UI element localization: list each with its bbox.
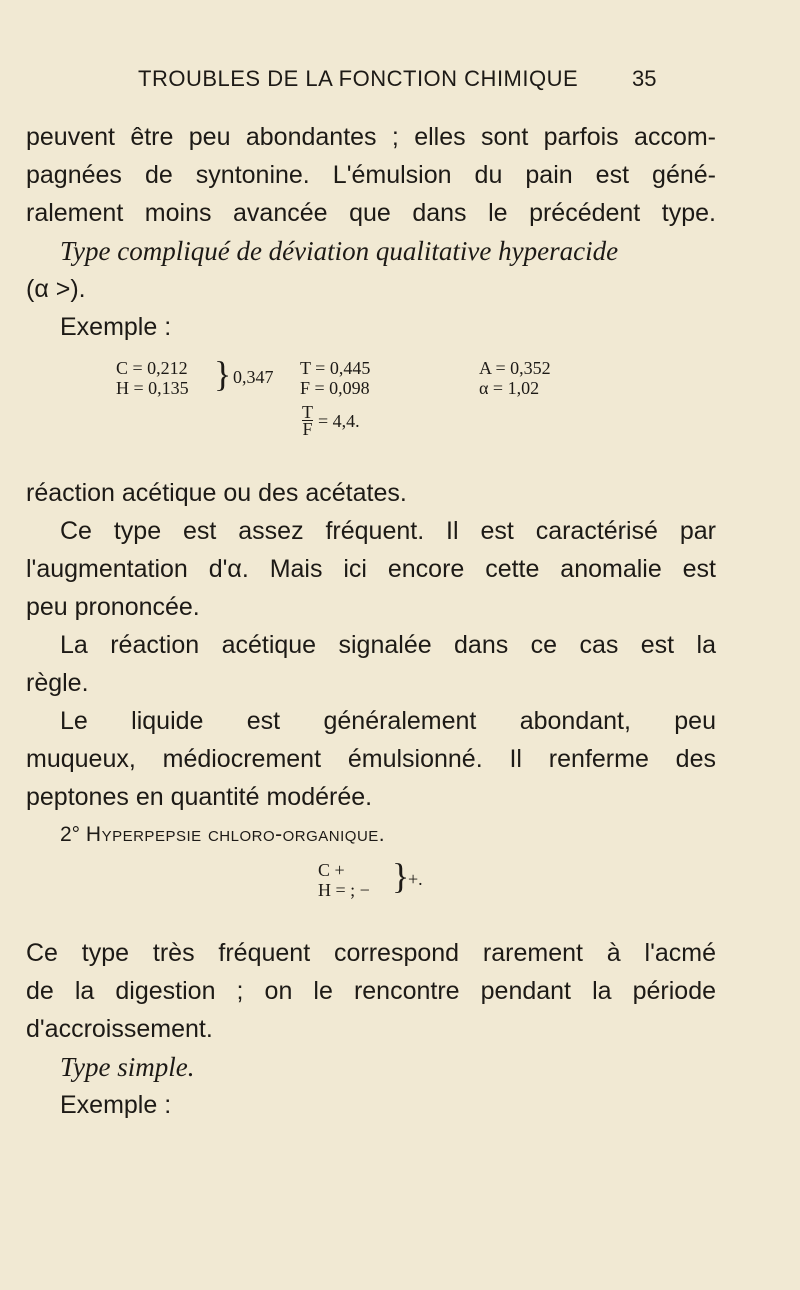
type-title: Type simple. xyxy=(60,1052,195,1082)
type-title: Type compliqué de déviation qualitative hyperacide xyxy=(60,236,619,266)
paragraph-1 xyxy=(26,118,716,232)
paragraph-3 xyxy=(26,934,716,1048)
type-title-cont: (α >). xyxy=(26,275,86,303)
text-line: La réaction acétique signalée dans ce cas est la xyxy=(60,631,716,659)
ratio-fraction xyxy=(302,404,313,437)
example-label: Exemple : xyxy=(60,313,172,341)
text-line: Ce type est assez fréquent. Il est caractérisé par xyxy=(60,517,716,545)
formula-alpha: α = 1,02 xyxy=(479,378,540,398)
paragraph-2 xyxy=(26,474,716,816)
section-heading xyxy=(26,816,716,854)
formula-f: F = 0,098 xyxy=(300,378,370,398)
text-line: pagnées de syntonine. L'émulsion du pain est géné- xyxy=(26,161,716,189)
formula-sum: 0,347 xyxy=(233,367,274,387)
page-number: 35 xyxy=(632,66,657,91)
text-line: peptones en quantité modérée. xyxy=(26,783,373,811)
brace: } xyxy=(214,354,232,394)
text-line: peuvent être peu abondantes ; elles sont parfois accom- xyxy=(26,123,716,151)
type-heading-1 xyxy=(26,232,716,346)
type-heading-2 xyxy=(26,1048,716,1124)
ratio-num: T xyxy=(302,402,313,422)
text-line: de la digestion ; on le rencontre pendant la période xyxy=(26,977,716,1005)
ratio-den: F xyxy=(302,419,313,439)
formula2-plus: +. xyxy=(408,869,423,889)
section-title: Hyperpepsie chloro-organique. xyxy=(85,823,386,846)
text-line: règle. xyxy=(26,669,89,697)
formula2-c: C + xyxy=(318,860,345,880)
page-header xyxy=(0,66,800,106)
formula-t: T = 0,445 xyxy=(300,358,371,378)
running-title: TROUBLES DE LA FONCTION CHIMIQUE xyxy=(138,66,579,91)
formula-a: A = 0,352 xyxy=(479,358,551,378)
formula-h: H = 0,135 xyxy=(116,378,189,398)
text-line: réaction acétique ou des acétates. xyxy=(26,479,407,507)
brace: } xyxy=(392,856,410,896)
formula2-h: H = ; − xyxy=(318,880,370,900)
section-title-line xyxy=(26,816,716,854)
text-line: Le liquide est généralement abondant, peu xyxy=(60,707,716,735)
text-line: ralement moins avancée que dans le précédent type. xyxy=(26,199,716,227)
text-line: Ce type très fréquent correspond rarement à l'acmé xyxy=(26,939,716,967)
section-number: 2° xyxy=(60,823,81,846)
formula-c: C = 0,212 xyxy=(116,358,188,378)
ratio-value: = 4,4. xyxy=(318,411,360,431)
example-label: Exemple : xyxy=(60,1091,172,1119)
text-line: peu prononcée. xyxy=(26,593,200,621)
text-line: d'accroissement. xyxy=(26,1015,213,1043)
text-line: l'augmentation d'α. Mais ici encore cette anomalie est xyxy=(26,555,716,583)
text-line: muqueux, médiocrement émulsionné. Il renferme des xyxy=(26,745,716,773)
